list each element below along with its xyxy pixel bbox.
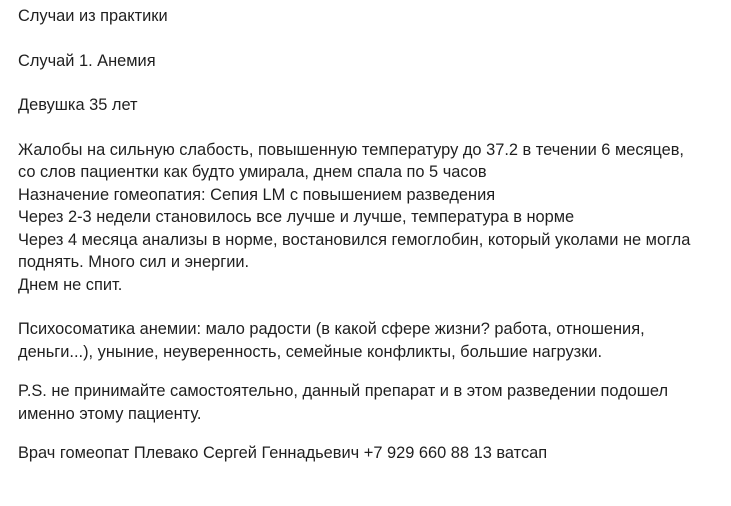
case-details [18,139,718,297]
ps-line-2: именно этому пациенту. [18,404,202,423]
psychosomatics-line-2: деньги...), уныние, неуверенность, семейные конфликты, большие нагрузки. [18,342,603,361]
psychosomatics-paragraph [18,318,718,363]
sleep-text: Днем не спит. [18,275,123,294]
patient-info: Девушка 35 лет [18,96,138,114]
document-body [18,5,718,465]
ps-paragraph [18,380,718,425]
complaints-line-2: со слов пациентки как будто умирала, днем спала по 5 часов [18,163,487,181]
psychosomatics-line-1: Психосоматика анемии: мало радости (в какой сфере жизни? работа, отношения, [18,320,645,338]
progress-text-2-line-1: Через 4 месяца анализы в норме, востановился гемоглобин, который уколами не могла [18,230,691,249]
complaints-line-1: Жалобы на сильную слабость, повышенную температуру до 37.2 в течении 6 месяцев, [18,140,684,159]
page-title: Случаи из практики [18,7,168,25]
progress-text-2-line-2: поднять. Много сил и энергии. [18,253,250,271]
progress-text-1: Через 2-3 недели становилось все лучше и лучше, температура в норме [18,208,575,226]
prescription-text: Назначение гомеопатия: Сепия LM с повышением разведения [18,185,496,204]
case-heading: Случай 1. Анемия [18,51,156,70]
ps-line-1: P.S. не принимайте самостоятельно, данный препарат и в этом разведении подошел [18,382,669,400]
doctor-signature: Врач гомеопат Плевако Сергей Геннадьевич +7 929 660 88 13 ватсап [18,444,548,462]
